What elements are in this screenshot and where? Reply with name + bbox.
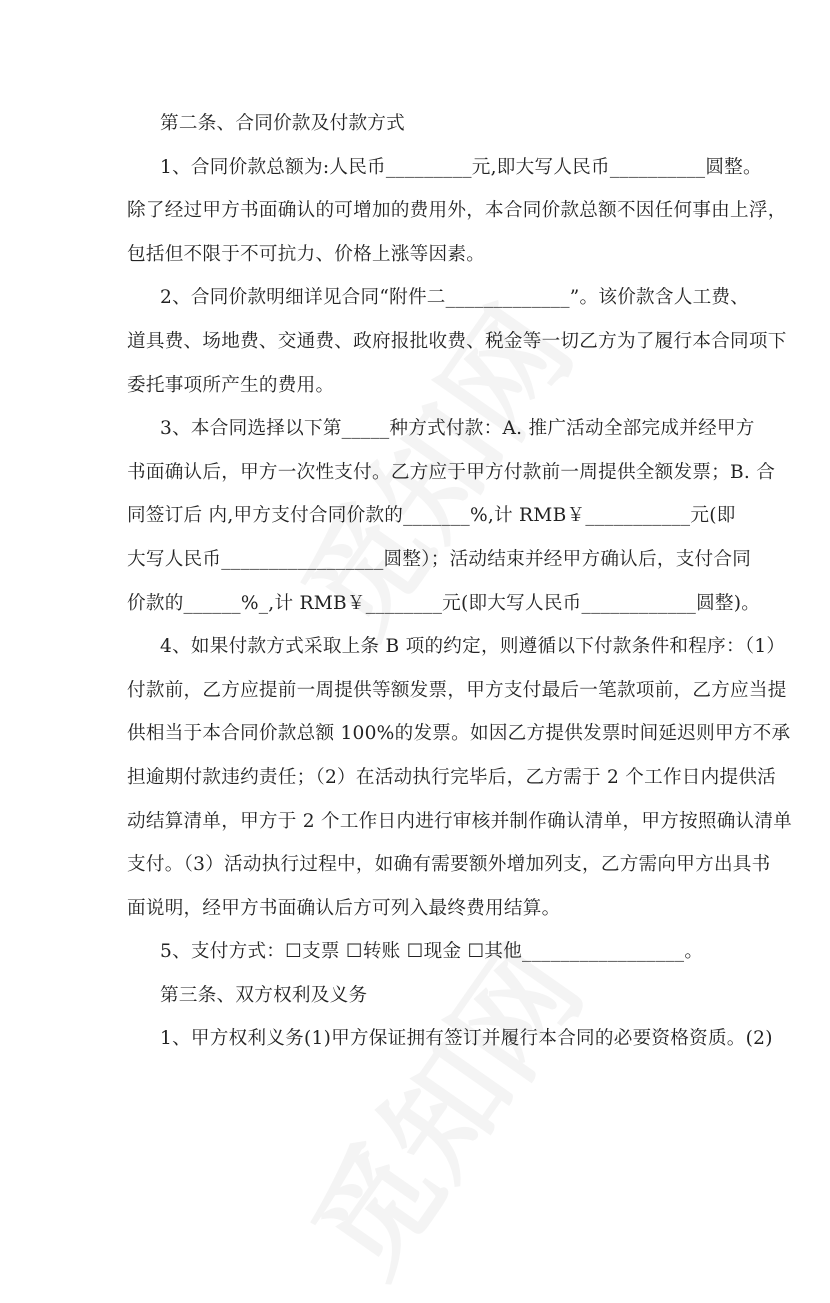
text-line: 委托事项所产生的费用。 [127,374,335,396]
text-line: 4、如果付款方式采取上条 B 项的约定，则遵循以下付款条件和程序：（1） [160,636,786,658]
text-line: 3、本合同选择以下第_____种方式付款：A. 推广活动全部完成并经甲方 [160,418,755,440]
text-line: 第三条、双方权利及义务 [160,984,368,1006]
document-page [127,108,793,1067]
text-line: 5、支付方式：☐支票 ☐转账 ☐现金 ☐其他_________________。 [160,941,704,963]
text-line: 1、合同价款总额为:人民币_________元,即大写人民币__________圆整。 [160,156,762,178]
text-line: 书面确认后，甲方一次性支付。乙方应于甲方付款前一周提供全额发票；B. 合 [127,461,776,483]
text-line: 同签订后 内,甲方支付合同价款的_______%,计 RMB￥___________元(即 [127,505,736,527]
paragraph [127,152,787,283]
paragraph [127,282,787,413]
paragraph [127,1023,773,1067]
text-line: 第二条、合同价款及付款方式 [160,113,405,134]
text-line: 除了经过甲方书面确认的可增加的费用外，本合同价款总额不因任何事由上浮， [127,200,787,222]
text-line: 面说明，经甲方书面确认后方可列入最终费用结算。 [127,897,561,919]
text-line: 包括但不限于不可抗力、价格上涨等因素。 [127,243,486,265]
paragraph [127,108,712,152]
text-line: 担逾期付款违约责任；（2）在活动执行完毕后，乙方需于 2 个工作日内提供活 [127,766,777,788]
text-line: 供相当于本合同价款总额 100%的发票。如因乙方提供发票时间延迟则甲方不承 [127,723,791,745]
paragraph [127,413,776,631]
paragraph [127,980,712,1024]
text-line: 1、甲方权利义务(1)甲方保证拥有签订并履行本合同的必要资格资质。(2) [160,1028,773,1050]
text-line: 价款的______%_,计 RMB￥________元(即大写人民币____________圆整)。 [127,592,761,614]
text-line: 付款前，乙方应提前一周提供等额发票，甲方支付最后一笔款项前，乙方应当提 [127,679,787,701]
text-line: 支付。（3）活动执行过程中，如确有需要额外增加列支，乙方需向甲方出具书 [127,854,771,876]
paragraph [127,631,793,936]
paragraph [127,936,712,980]
text-line: 动结算清单，甲方于 2 个工作日内进行审核并制作确认清单，甲方按照确认清单 [127,810,793,832]
text-line: 2、合同价款明细详见合同“附件二_____________”。该价款含人工费、 [160,287,750,309]
text-line: 道具费、场地费、交通费、政府报批收费、税金等一切乙方为了履行本合同项下 [127,330,787,352]
text-line: 大写人民币_________________圆整）；活动结束并经甲方确认后，支付合同 [127,548,752,570]
